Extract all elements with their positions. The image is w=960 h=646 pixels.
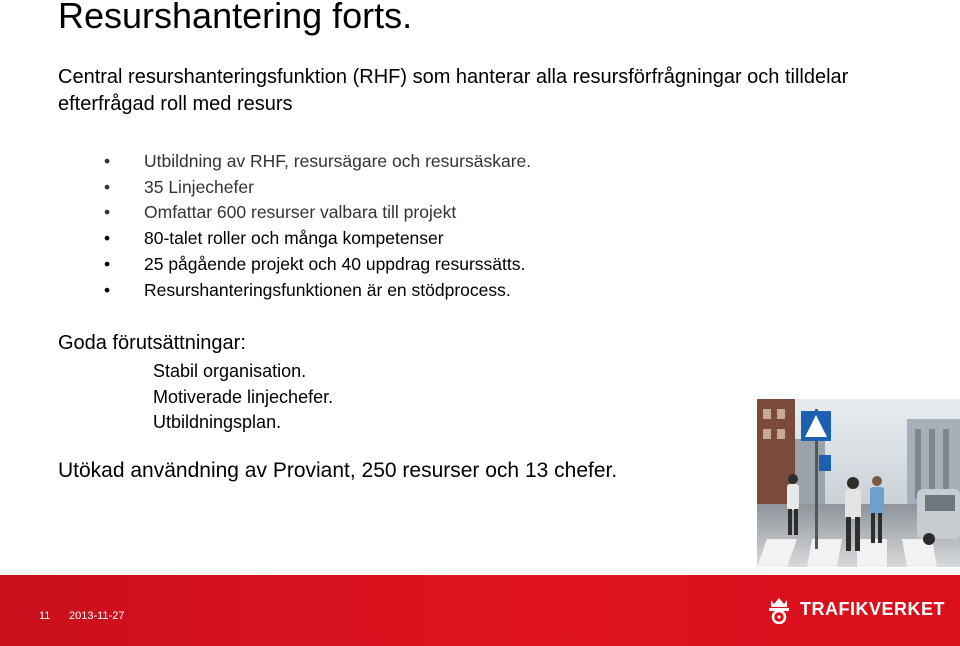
- goda-item: Utbildningsplan.: [153, 412, 282, 432]
- footer-date: 2013-11-27: [69, 610, 125, 622]
- goda-list: [153, 359, 333, 436]
- bullet-item: • Omfattar 600 resurser valbara till projekt: [104, 200, 531, 226]
- footer-band: [0, 575, 960, 646]
- goda-heading: Goda förutsättningar:: [58, 332, 246, 354]
- street-crossing-photo: [757, 399, 960, 567]
- bullet-item: • 35 Linjechefer: [104, 175, 531, 201]
- crown-wheel-icon: [764, 594, 794, 624]
- intro-paragraph: Central resurshanteringsfunktion (RHF) som hanterar alla resursförfrågningar och tilldelar efterfrågad roll med resurs: [58, 66, 849, 115]
- logo-text: TRAFIKVERKET: [800, 598, 945, 619]
- bullet-item: • 25 pågående projekt och 40 uppdrag resurssätts.: [104, 252, 531, 278]
- bullet-item: • Utbildning av RHF, resursägare och resursäskare.: [104, 149, 531, 175]
- trafikverket-logo: [764, 591, 945, 627]
- bullet-item: • 80-talet roller och många kompetenser: [104, 226, 531, 252]
- page-number: 11: [39, 610, 51, 622]
- closing-statement: Utökad användning av Proviant, 250 resurser och 13 chefer.: [58, 459, 618, 482]
- slide-title: Resurshantering forts.: [58, 0, 413, 36]
- bullet-item: • Resurshanteringsfunktionen är en stödprocess.: [104, 278, 531, 304]
- bullet-list: [104, 149, 531, 303]
- goda-item: Stabil organisation.: [153, 361, 307, 381]
- goda-item: Motiverade linjechefer.: [153, 386, 334, 407]
